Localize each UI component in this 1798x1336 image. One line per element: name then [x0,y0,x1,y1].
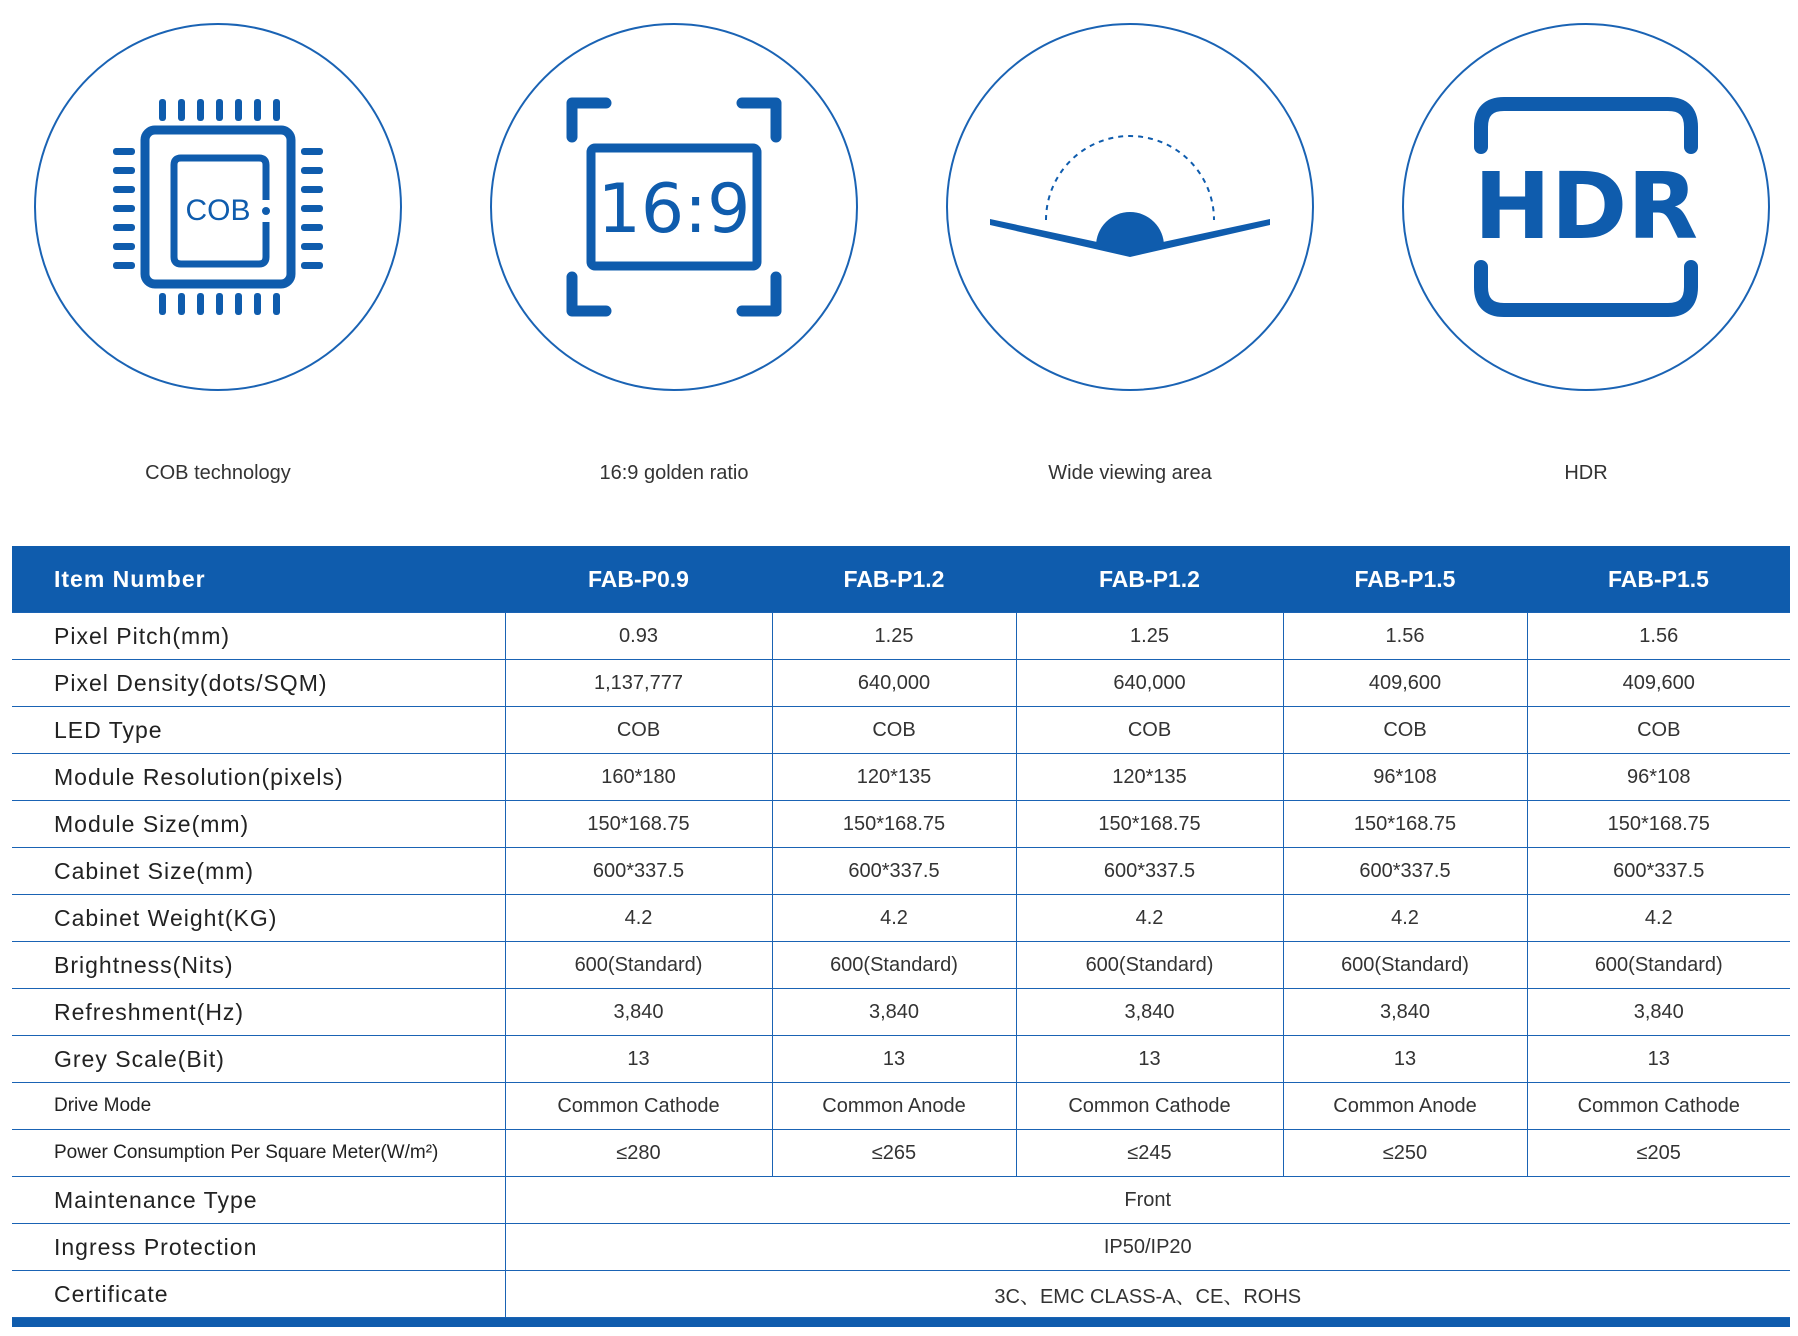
cell-value: 409,600 [1283,660,1527,707]
cell-value: 600(Standard) [772,942,1016,989]
cell-value: 13 [1016,1036,1283,1083]
row-label: Brightness(Nits) [12,942,505,989]
cell-value: Common Anode [772,1083,1016,1130]
cell-value: 150*168.75 [1527,801,1790,848]
table-row [12,942,1790,989]
cob-icon-text: COB [185,194,251,227]
cob-chip-icon [33,22,403,392]
cell-value: 13 [1283,1036,1527,1083]
cell-value: 600(Standard) [1527,942,1790,989]
cell-value: 96*108 [1527,754,1790,801]
cell-value: 600(Standard) [1016,942,1283,989]
bottom-bar [12,1318,1790,1327]
cell-value: 160*180 [505,754,772,801]
row-label: Cabinet Weight(KG) [12,895,505,942]
row-label: Cabinet Size(mm) [12,848,505,895]
cell-value: 4.2 [1283,895,1527,942]
table-row [12,1130,1790,1177]
cell-value: 600*337.5 [1527,848,1790,895]
cell-value: 600*337.5 [505,848,772,895]
feature-16-9 [464,0,884,520]
spec-table [12,546,1790,1318]
row-label: Maintenance Type [12,1177,505,1224]
cell-value: 3,840 [772,989,1016,1036]
table-row [12,895,1790,942]
table-row [12,1224,1790,1271]
merged-cell-value: 3C、EMC CLASS-A、CE、ROHS [505,1271,1790,1318]
row-label: Module Size(mm) [12,801,505,848]
cell-value: 1.25 [772,613,1016,660]
cell-value: 150*168.75 [1283,801,1527,848]
cell-value: ≤265 [772,1130,1016,1177]
cell-value: 150*168.75 [772,801,1016,848]
header-item-number: Item Number [12,546,505,613]
cell-value: 120*135 [772,754,1016,801]
table-row [12,989,1790,1036]
cell-value: 1.56 [1283,613,1527,660]
cell-value: 4.2 [1527,895,1790,942]
cell-value: COB [1283,707,1527,754]
cell-value: 600(Standard) [505,942,772,989]
aspect-ratio-text: 16:9 [597,170,751,249]
cell-value: 3,840 [1016,989,1283,1036]
cell-value: 96*108 [1283,754,1527,801]
cell-value: 13 [772,1036,1016,1083]
viewing-angle-icon [945,22,1315,392]
row-label: Grey Scale(Bit) [12,1036,505,1083]
cell-value: Common Anode [1283,1083,1527,1130]
merged-cell-value: Front [505,1177,1790,1224]
feature-hdr [1376,0,1796,520]
cell-value: 3,840 [1283,989,1527,1036]
table-row [12,707,1790,754]
header-model: FAB-P1.5 [1527,546,1790,613]
cell-value: ≤245 [1016,1130,1283,1177]
cell-value: 0.93 [505,613,772,660]
hdr-icon [1401,22,1771,392]
feature-cob [8,0,428,520]
row-label: Refreshment(Hz) [12,989,505,1036]
cell-value: COB [1016,707,1283,754]
cell-value: 600*337.5 [772,848,1016,895]
cell-value: Common Cathode [1527,1083,1790,1130]
table-header-row [12,546,1790,613]
cell-value: 3,840 [505,989,772,1036]
cell-value: 640,000 [1016,660,1283,707]
cell-value: Common Cathode [505,1083,772,1130]
cell-value: 150*168.75 [505,801,772,848]
cell-value: 4.2 [1016,895,1283,942]
features-row [0,0,1798,520]
cell-value: 600(Standard) [1283,942,1527,989]
feature-caption-ratio: 16:9 golden ratio [599,462,749,484]
row-label: Drive Mode [12,1083,505,1130]
table-row [12,660,1790,707]
feature-caption-cob: COB technology [145,462,291,484]
feature-wide-view [920,0,1340,520]
table-row [12,1271,1790,1318]
cell-value: 1.56 [1527,613,1790,660]
header-model: FAB-P1.5 [1283,546,1527,613]
row-label: Certificate [12,1271,505,1318]
merged-cell-value: IP50/IP20 [505,1224,1790,1271]
table-row [12,613,1790,660]
header-model: FAB-P0.9 [505,546,772,613]
row-label: Ingress Protection [12,1224,505,1271]
cell-value: 13 [1527,1036,1790,1083]
cell-value: 120*135 [1016,754,1283,801]
hdr-icon-text: HDR [1473,153,1699,260]
table-row [12,1083,1790,1130]
cell-value: COB [1527,707,1790,754]
cell-value: 4.2 [505,895,772,942]
cell-value: 1,137,777 [505,660,772,707]
cell-value: 600*337.5 [1283,848,1527,895]
table-row [12,1036,1790,1083]
cell-value: 4.2 [772,895,1016,942]
cell-value: ≤205 [1527,1130,1790,1177]
table-row [12,801,1790,848]
cell-value: 600*337.5 [1016,848,1283,895]
cell-value: COB [505,707,772,754]
row-label: Pixel Pitch(mm) [12,613,505,660]
spec-table-body [12,613,1790,1318]
cell-value: 13 [505,1036,772,1083]
cell-value: 640,000 [772,660,1016,707]
cell-value: 409,600 [1527,660,1790,707]
row-label: Pixel Density(dots/SQM) [12,660,505,707]
cell-value: COB [772,707,1016,754]
feature-caption-hdr: HDR [1564,462,1608,484]
row-label: Power Consumption Per Square Meter(W/m²) [12,1130,505,1177]
row-label: Module Resolution(pixels) [12,754,505,801]
aspect-ratio-icon [489,22,859,392]
table-row [12,848,1790,895]
table-row [12,1177,1790,1224]
cell-value: 1.25 [1016,613,1283,660]
cell-value: ≤280 [505,1130,772,1177]
cell-value: Common Cathode [1016,1083,1283,1130]
feature-caption-wide: Wide viewing area [1048,462,1212,484]
header-model: FAB-P1.2 [1016,546,1283,613]
cell-value: ≤250 [1283,1130,1527,1177]
table-row [12,754,1790,801]
header-model: FAB-P1.2 [772,546,1016,613]
cell-value: 150*168.75 [1016,801,1283,848]
cell-value: 3,840 [1527,989,1790,1036]
row-label: LED Type [12,707,505,754]
